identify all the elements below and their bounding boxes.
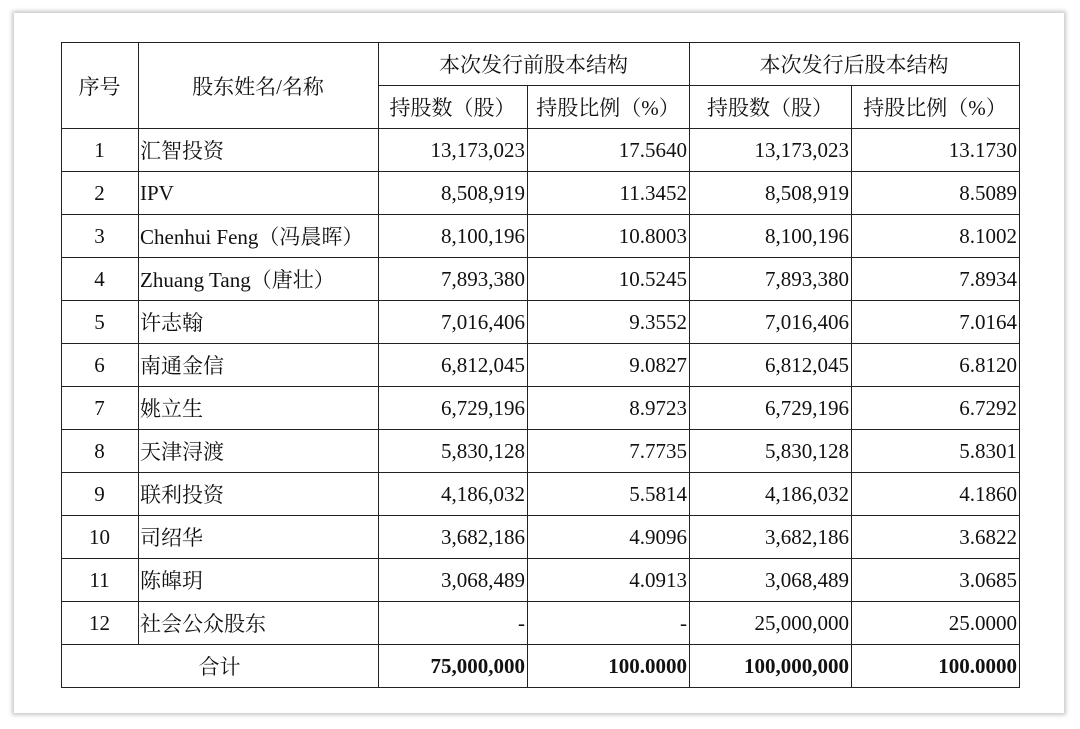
header-index: 序号 bbox=[62, 43, 139, 129]
cell-before-shares: 6,812,045 bbox=[379, 344, 528, 387]
cell-index: 10 bbox=[62, 516, 139, 559]
total-before-ratio: 100.0000 bbox=[528, 645, 690, 688]
cell-holder-name: 汇智投资 bbox=[139, 129, 379, 172]
cell-before-shares: 7,016,406 bbox=[379, 301, 528, 344]
total-label: 合计 bbox=[62, 645, 379, 688]
cell-holder-name: 许志翰 bbox=[139, 301, 379, 344]
cell-after-ratio: 8.1002 bbox=[852, 215, 1020, 258]
table-row bbox=[62, 516, 1020, 559]
cell-index: 3 bbox=[62, 215, 139, 258]
cell-after-shares: 6,812,045 bbox=[690, 344, 852, 387]
cell-holder-name: Chenhui Feng（冯晨晖） bbox=[139, 215, 379, 258]
cell-index: 12 bbox=[62, 602, 139, 645]
cell-after-ratio: 25.0000 bbox=[852, 602, 1020, 645]
cell-after-ratio: 3.6822 bbox=[852, 516, 1020, 559]
cell-holder-name: 联利投资 bbox=[139, 473, 379, 516]
cell-before-shares: 3,682,186 bbox=[379, 516, 528, 559]
total-after-shares: 100,000,000 bbox=[690, 645, 852, 688]
header-before-issue: 本次发行前股本结构 bbox=[379, 43, 690, 86]
cell-after-shares: 4,186,032 bbox=[690, 473, 852, 516]
cell-after-shares: 5,830,128 bbox=[690, 430, 852, 473]
table-row bbox=[62, 344, 1020, 387]
cell-holder-name: 陈皡玥 bbox=[139, 559, 379, 602]
cell-after-shares: 7,893,380 bbox=[690, 258, 852, 301]
table-row bbox=[62, 258, 1020, 301]
cell-index: 11 bbox=[62, 559, 139, 602]
cell-before-ratio: 9.0827 bbox=[528, 344, 690, 387]
cell-after-ratio: 13.1730 bbox=[852, 129, 1020, 172]
cell-after-shares: 13,173,023 bbox=[690, 129, 852, 172]
cell-index: 9 bbox=[62, 473, 139, 516]
cell-before-shares: 13,173,023 bbox=[379, 129, 528, 172]
cell-before-ratio: 7.7735 bbox=[528, 430, 690, 473]
header-row-top bbox=[62, 43, 1020, 86]
cell-before-ratio: 11.3452 bbox=[528, 172, 690, 215]
cell-holder-name: 姚立生 bbox=[139, 387, 379, 430]
cell-after-shares: 7,016,406 bbox=[690, 301, 852, 344]
cell-holder-name: 南通金信 bbox=[139, 344, 379, 387]
total-row bbox=[62, 645, 1020, 688]
cell-index: 2 bbox=[62, 172, 139, 215]
cell-before-ratio: 10.5245 bbox=[528, 258, 690, 301]
cell-before-ratio: 17.5640 bbox=[528, 129, 690, 172]
cell-after-shares: 8,100,196 bbox=[690, 215, 852, 258]
table-body bbox=[62, 129, 1020, 645]
table-row bbox=[62, 172, 1020, 215]
cell-index: 5 bbox=[62, 301, 139, 344]
cell-after-ratio: 5.8301 bbox=[852, 430, 1020, 473]
cell-after-shares: 6,729,196 bbox=[690, 387, 852, 430]
header-before-shares: 持股数（股） bbox=[379, 86, 528, 129]
cell-holder-name: 天津浔渡 bbox=[139, 430, 379, 473]
cell-before-shares: 6,729,196 bbox=[379, 387, 528, 430]
cell-before-shares: 8,508,919 bbox=[379, 172, 528, 215]
cell-index: 8 bbox=[62, 430, 139, 473]
header-after-shares: 持股数（股） bbox=[690, 86, 852, 129]
total-before-shares: 75,000,000 bbox=[379, 645, 528, 688]
cell-holder-name: IPV bbox=[139, 172, 379, 215]
header-after-ratio: 持股比例（%） bbox=[852, 86, 1020, 129]
cell-before-ratio: - bbox=[528, 602, 690, 645]
cell-after-ratio: 6.7292 bbox=[852, 387, 1020, 430]
cell-before-ratio: 4.0913 bbox=[528, 559, 690, 602]
cell-after-shares: 3,682,186 bbox=[690, 516, 852, 559]
table-row bbox=[62, 387, 1020, 430]
cell-holder-name: 司绍华 bbox=[139, 516, 379, 559]
total-after-ratio: 100.0000 bbox=[852, 645, 1020, 688]
cell-after-shares: 25,000,000 bbox=[690, 602, 852, 645]
cell-after-shares: 8,508,919 bbox=[690, 172, 852, 215]
cell-after-shares: 3,068,489 bbox=[690, 559, 852, 602]
cell-before-ratio: 5.5814 bbox=[528, 473, 690, 516]
cell-index: 6 bbox=[62, 344, 139, 387]
cell-before-ratio: 4.9096 bbox=[528, 516, 690, 559]
header-after-issue: 本次发行后股本结构 bbox=[690, 43, 1020, 86]
table-row bbox=[62, 129, 1020, 172]
table-row bbox=[62, 559, 1020, 602]
cell-before-shares: 3,068,489 bbox=[379, 559, 528, 602]
cell-before-shares: 8,100,196 bbox=[379, 215, 528, 258]
cell-after-ratio: 4.1860 bbox=[852, 473, 1020, 516]
table-row bbox=[62, 215, 1020, 258]
cell-before-shares: 4,186,032 bbox=[379, 473, 528, 516]
cell-after-ratio: 6.8120 bbox=[852, 344, 1020, 387]
table-row bbox=[62, 473, 1020, 516]
table-row bbox=[62, 430, 1020, 473]
cell-after-ratio: 3.0685 bbox=[852, 559, 1020, 602]
cell-before-ratio: 8.9723 bbox=[528, 387, 690, 430]
header-before-ratio: 持股比例（%） bbox=[528, 86, 690, 129]
cell-before-ratio: 9.3552 bbox=[528, 301, 690, 344]
cell-before-ratio: 10.8003 bbox=[528, 215, 690, 258]
share-structure-table bbox=[61, 42, 1020, 688]
cell-holder-name: 社会公众股东 bbox=[139, 602, 379, 645]
cell-after-ratio: 7.8934 bbox=[852, 258, 1020, 301]
cell-after-ratio: 8.5089 bbox=[852, 172, 1020, 215]
cell-before-shares: 5,830,128 bbox=[379, 430, 528, 473]
cell-holder-name: Zhuang Tang（唐壮） bbox=[139, 258, 379, 301]
cell-index: 7 bbox=[62, 387, 139, 430]
cell-index: 1 bbox=[62, 129, 139, 172]
table-row bbox=[62, 602, 1020, 645]
table-row bbox=[62, 301, 1020, 344]
cell-before-shares: 7,893,380 bbox=[379, 258, 528, 301]
cell-index: 4 bbox=[62, 258, 139, 301]
header-holder-name: 股东姓名/名称 bbox=[139, 43, 379, 129]
cell-after-ratio: 7.0164 bbox=[852, 301, 1020, 344]
cell-before-shares: - bbox=[379, 602, 528, 645]
